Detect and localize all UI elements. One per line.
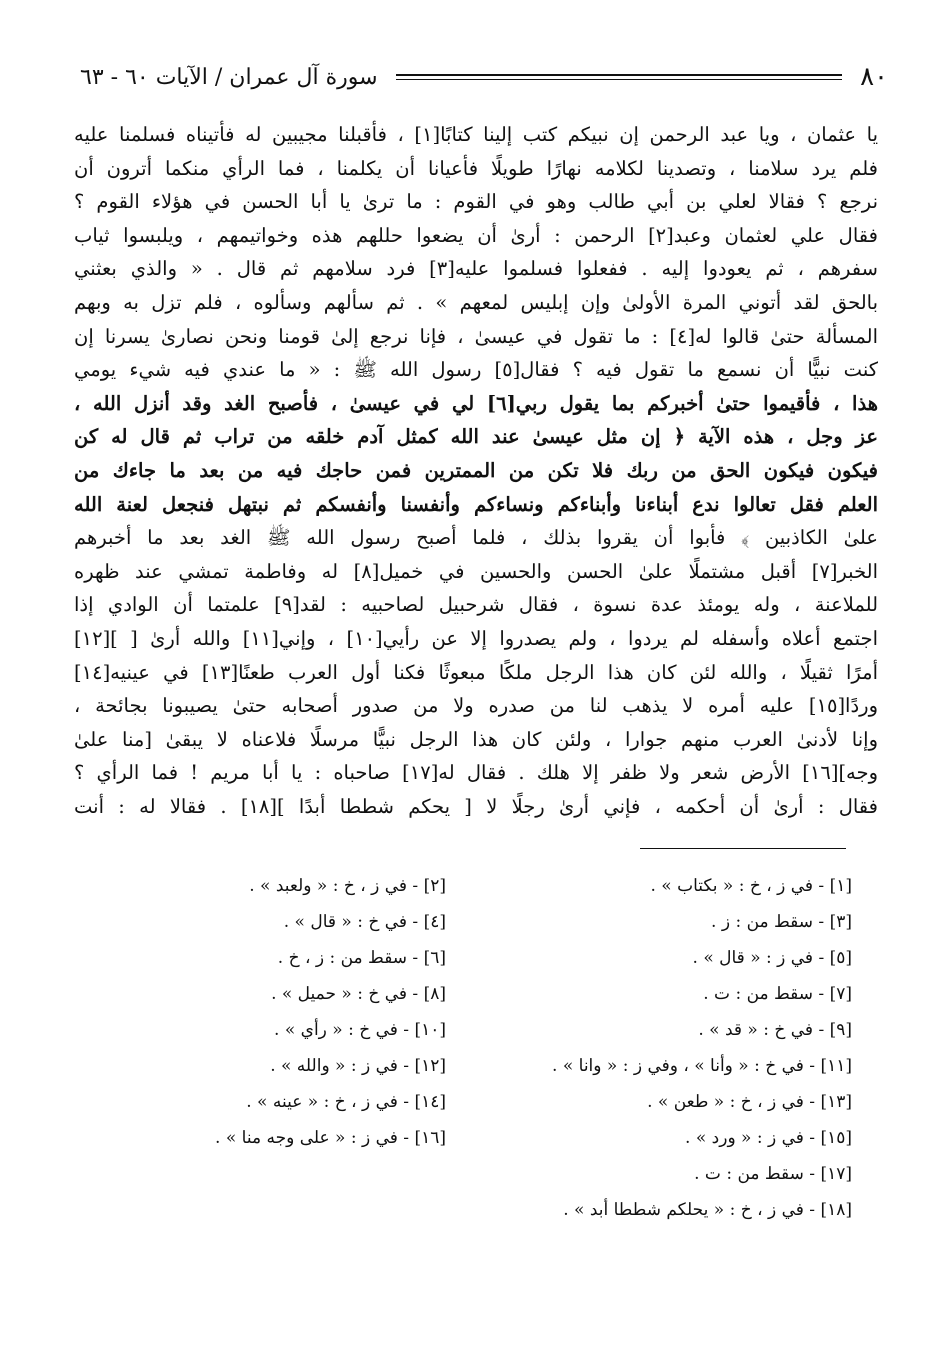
text-line: اجتمع أعلاه وأسفله لم يردوا ، ولم يصدروا إلا عن رأيي[١٠] ، وإني[١١] والله أرىٰ [ ][١٢] <box>74 626 878 650</box>
footnote-item: [١٧] - سقط من : ت . <box>694 1164 852 1184</box>
text-line: أمرًا ثقيلًا ، والله لئن كان هذا الرجل ملكًا مبعوثًا فكنا أول العرب طعنًا[١٣] في عينيه[١٤] <box>74 660 878 684</box>
text-line: وجه][١٦] الأرض شعر ولا ظفر إلا هلك . فقال له[١٧] صاحباه : يا أبا مريم ! فما الرأي ؟ <box>74 761 878 785</box>
text-line: يا عثمان ، ويا عبد الرحمن إن نبيكم كتب إلينا كتابًا[١] ، فأقبلنا مجيبين له فأتيناه فسلمنا عليه <box>74 123 878 146</box>
page-header <box>80 52 888 102</box>
footnote-item: [٤] - في خ : « قال » . <box>283 912 446 932</box>
text-line: المسألة حتىٰ قالوا له[٤] : ما تقول في عيسىٰ ، فإنا نرجع إلىٰ قومنا ونحن نصارىٰ يسرنا إن <box>74 324 878 348</box>
footnote-item: [٢] - في ز ، خ : « ولعبد » . <box>249 876 446 896</box>
text-line: كنت نبيًّا أن نسمع ما تقول فيه ؟ فقال[٥] رسول الله ﷺ : « ما عندي فيه شيء يومي <box>74 358 878 382</box>
text-line: عز وجل ، هذه الآية ﴿ إن مثل عيسىٰ عند الله كمثل آدم خلقه من تراب ثم قال له كن <box>74 425 878 449</box>
text-line: نرجع ؟ فقالا لعلي بن أبي طالب وهو في القوم : ما ترىٰ يا أبا الحسن في هؤلاء القوم ؟ <box>74 190 878 214</box>
text-line: العلم فقل تعالوا ندع أبناءنا وأبناءكم ونساءكم وأنفسنا وأنفسكم ثم نبتهل فنجعل لعنة الله <box>74 492 878 516</box>
text-line: وردًا[١٥] عليه أمره لا يذهب لنا من صدره ولا من صدور أصحابه حتىٰ يصيبونا بجائحة ، <box>74 694 878 718</box>
footnotes-right-column <box>492 868 852 1228</box>
footnote-item: [٧] - سقط من : ت . <box>703 984 852 1004</box>
footnote-item: [٥] - في ز : « قال » . <box>692 948 852 968</box>
text-line: فيكون فيكون الحق من ربك فلا تكن من الممترين فمن حاجك فيه من بعد ما جاءك من <box>74 458 878 482</box>
running-title: سورة آل عمران / الآيات ٦٠ - ٦٣ <box>80 64 378 90</box>
text-line: سفرهم ، ثم يعودوا إليه . ففعلوا فسلموا عليه[٣] فرد سلامهم ثم قال . « والذي بعثني <box>74 257 878 281</box>
footnote-item: [١١] - في خ : « وأنا » ، وفي ز : « وانا » . <box>552 1056 852 1076</box>
main-text <box>74 118 878 823</box>
text-line: فقال علي لعثمان وعبد[٢] الرحمن : أرىٰ أن يضعوا حللهم هذه وخواتيمهم ، ويلبسوا ثياب <box>74 223 878 247</box>
footnotes-left-column <box>106 868 446 1156</box>
footnote-item: [١٢] - في ز : « والله » . <box>270 1056 446 1076</box>
footnote-item: [٨] - في خ : « حميل » . <box>271 984 446 1004</box>
text-line: علىٰ الكاذبين ﴾ فأبوا أن يقروا بذلك ، فلما أصبح رسول الله ﷺ الغد بعد ما أخبرهم <box>74 526 878 550</box>
footnote-item: [٦] - سقط من : ز ، خ . <box>277 948 446 968</box>
footnote-item: [١٤] - في ز ، خ : « عينه » . <box>246 1092 446 1112</box>
text-line: للملاعنة ، وله يومئذ عدة نسوة ، فقال شرحبيل لصاحبيه : لقد[٩] علمتما أن الوادي إذا <box>74 593 878 617</box>
footnote-item: [١] - في ز ، خ : « بكتاب » . <box>650 876 852 896</box>
text-line: فقال : أرىٰ أن أحكمه ، فإني أرىٰ رجلًا لا [ يحكم شططا أبدًا ][١٨] . فقالا له : أنت <box>74 794 878 818</box>
footnote-item: [٣] - سقط من : ز . <box>711 912 852 932</box>
page-number: ٨٠ <box>860 62 888 92</box>
text-line: وإنا لأدنىٰ العرب منهم جوارا ، ولئن كان هذا الرجل نبيًّا مرسلًا فلاعناه لا يبقىٰ [منا علىٰ <box>74 727 878 751</box>
text-line: هذا ، فأقيموا حتىٰ أخبركم بما يقول ربي[٦] لي في عيسىٰ ، فأصبح الغد وقد أنزل الله ، <box>74 391 878 415</box>
text-line: فلم يرد سلامنا ، وتصدينا لكلامه نهارًا طويلًا فأعيانا أن يكلمنا ، فما الرأي منكما أترون أن <box>74 156 878 180</box>
footnote-item: [١٨] - في ز ، خ : « يحلكم شططا أبد » . <box>563 1200 852 1220</box>
footnote-item: [١٠] - في خ : « رأي » . <box>274 1020 446 1040</box>
footnote-item: [١٦] - في ز : « على وجه منا » . <box>215 1128 446 1148</box>
text-line: بالحق لقد أتوني المرة الأولىٰ وإن إبليس لمعهم » . ثم سألهم وسألوه ، فلم تزل به وبهم <box>74 290 878 314</box>
footnote-item: [١٣] - في ز ، خ : « طعن » . <box>647 1092 852 1112</box>
footnote-item: [٩] - في خ : « قد » . <box>698 1020 852 1040</box>
footnote-item: [١٥] - في ز : « ورد » . <box>685 1128 852 1148</box>
footnote-separator <box>640 848 846 849</box>
header-rule <box>396 74 842 80</box>
text-line: الخبر[٧] أقبل مشتملًا علىٰ الحسن والحسين في خميل[٨] له وفاطمة تمشي عند ظهره <box>74 559 878 583</box>
